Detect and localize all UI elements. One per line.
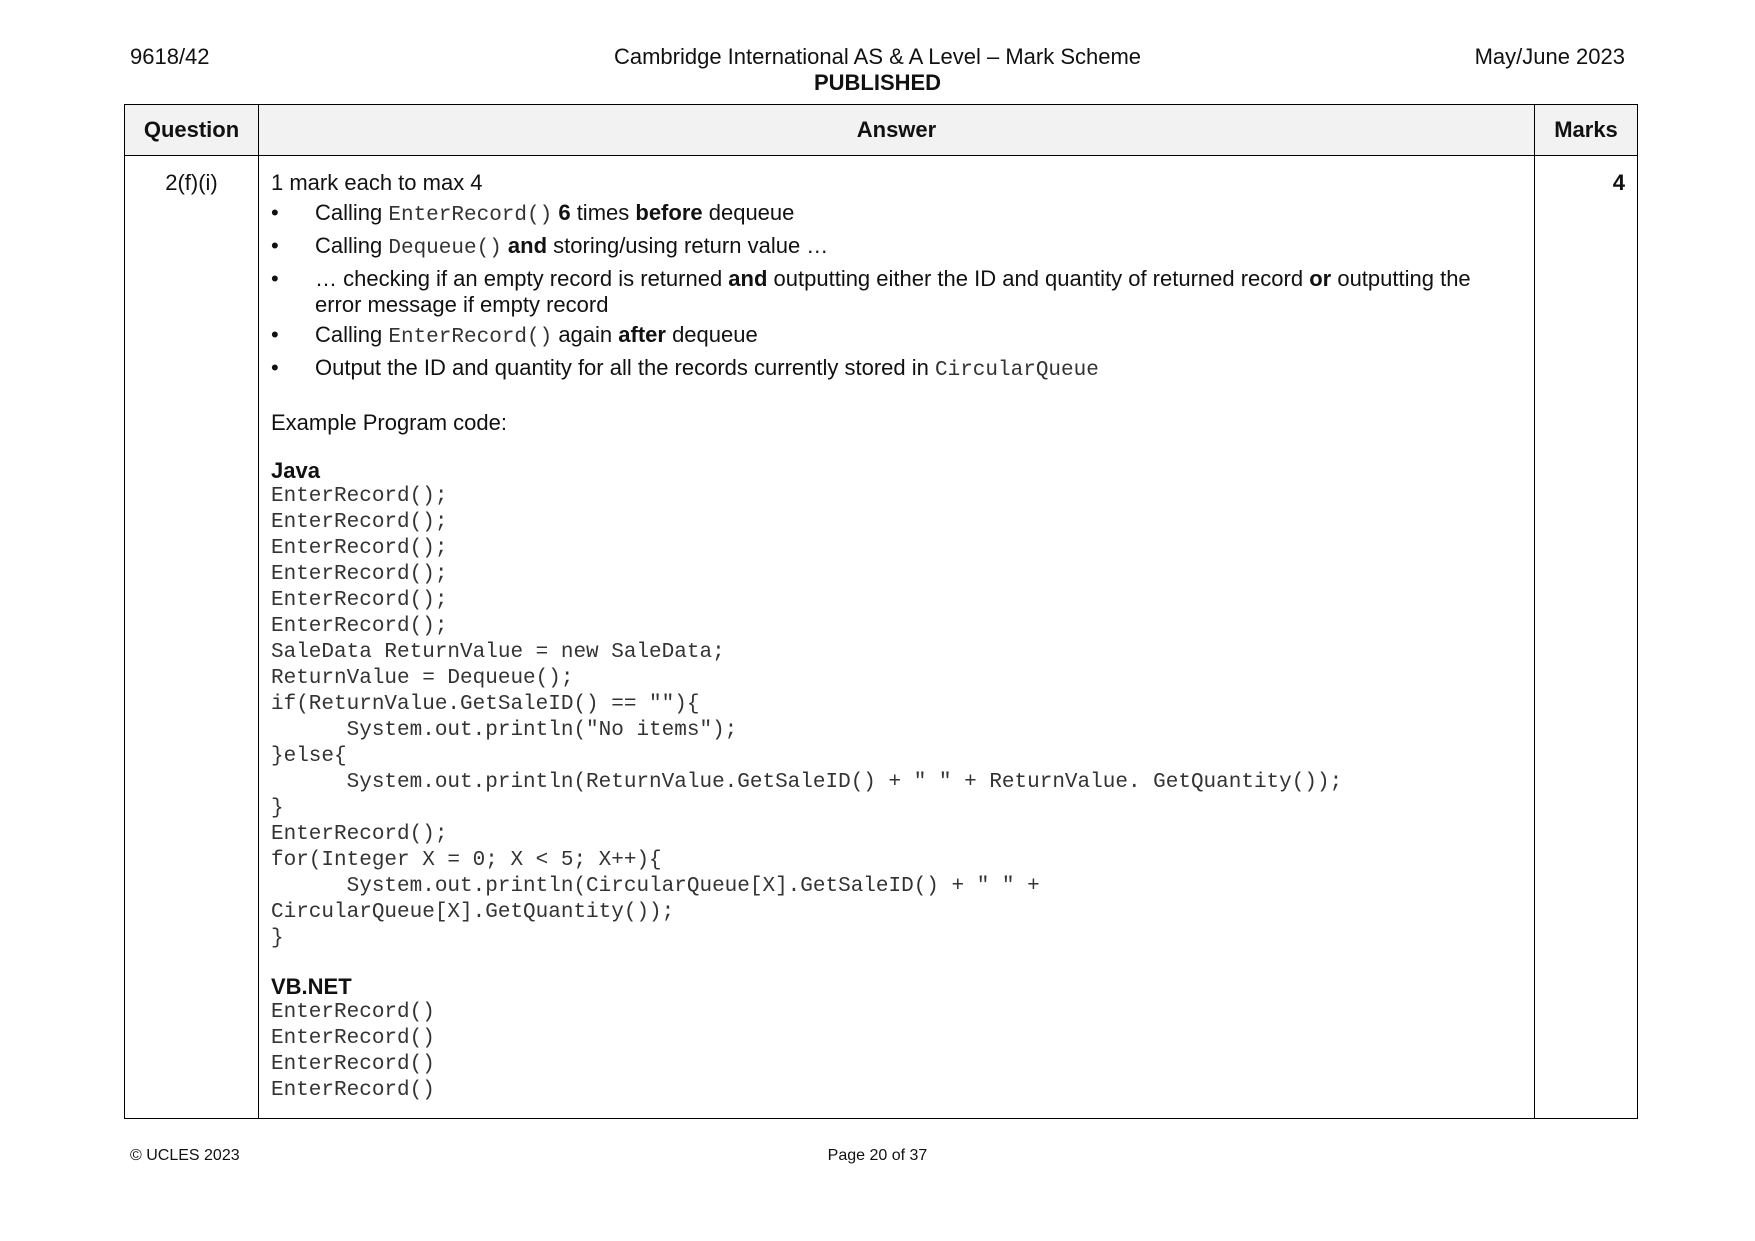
java-code-block: EnterRecord(); EnterRecord(); EnterRecord(); EnterRecord(); EnterRecord(); EnterRecord(); SaleData ReturnValue = new SaleData; ReturnValue = Dequeue(); if(ReturnValue.GetSaleID() == ""){ System.out.println("No items"); }else{ System.out.println(ReturnValue.GetSaleID() + " " + ReturnValue. GetQuantity()); } EnterRecord(); for(Integer X = 0; X < 5; X++){ System.out.println(CircularQueue[X].GetSaleID() + " " + CircularQueue[X].GetQuantity()); }: [271, 485, 1343, 950]
marks-column-header: Marks: [1535, 105, 1638, 156]
marking-point: • … checking if an empty record is returned and outputting either the ID and quantity of returned record or outputting the error message if empty record: [271, 266, 1522, 318]
question-number: 2(f)(i): [125, 156, 259, 1119]
answer-cell: [259, 156, 1535, 1119]
page-number: Page 20 of 37: [827, 1147, 928, 1164]
question-column-header: Question: [125, 105, 259, 156]
marking-point: • Calling EnterRecord() again after dequeue: [271, 322, 1522, 351]
answer-column-header: Answer: [259, 105, 1535, 156]
table-header-row: [125, 105, 1638, 156]
vbnet-heading: VB.NET: [271, 974, 352, 999]
published-label: PUBLISHED: [813, 70, 942, 95]
java-heading: Java: [271, 458, 320, 483]
marking-points: [271, 200, 1522, 384]
marking-point: • Calling Dequeue() and storing/using return value …: [271, 233, 1522, 262]
paper-code: 9618/42: [130, 44, 210, 69]
copyright-notice: © UCLES 2023: [130, 1147, 240, 1164]
title-text: Cambridge International AS & A Level – Mark Scheme: [613, 44, 1142, 69]
marks-value: 4: [1535, 156, 1638, 1119]
marking-point: • Output the ID and quantity for all the records currently stored in CircularQueue: [271, 355, 1522, 384]
vbnet-code-block: EnterRecord() EnterRecord() EnterRecord() EnterRecord(): [271, 1001, 435, 1102]
example-code-label: Example Program code:: [271, 410, 507, 435]
mark-allocation-intro: 1 mark each to max 4: [271, 170, 483, 195]
mark-scheme-table: [124, 104, 1638, 1119]
marking-point: • Calling EnterRecord() 6 times before dequeue: [271, 200, 1522, 229]
table-row: [125, 156, 1638, 1119]
exam-session: May/June 2023: [1474, 44, 1625, 69]
